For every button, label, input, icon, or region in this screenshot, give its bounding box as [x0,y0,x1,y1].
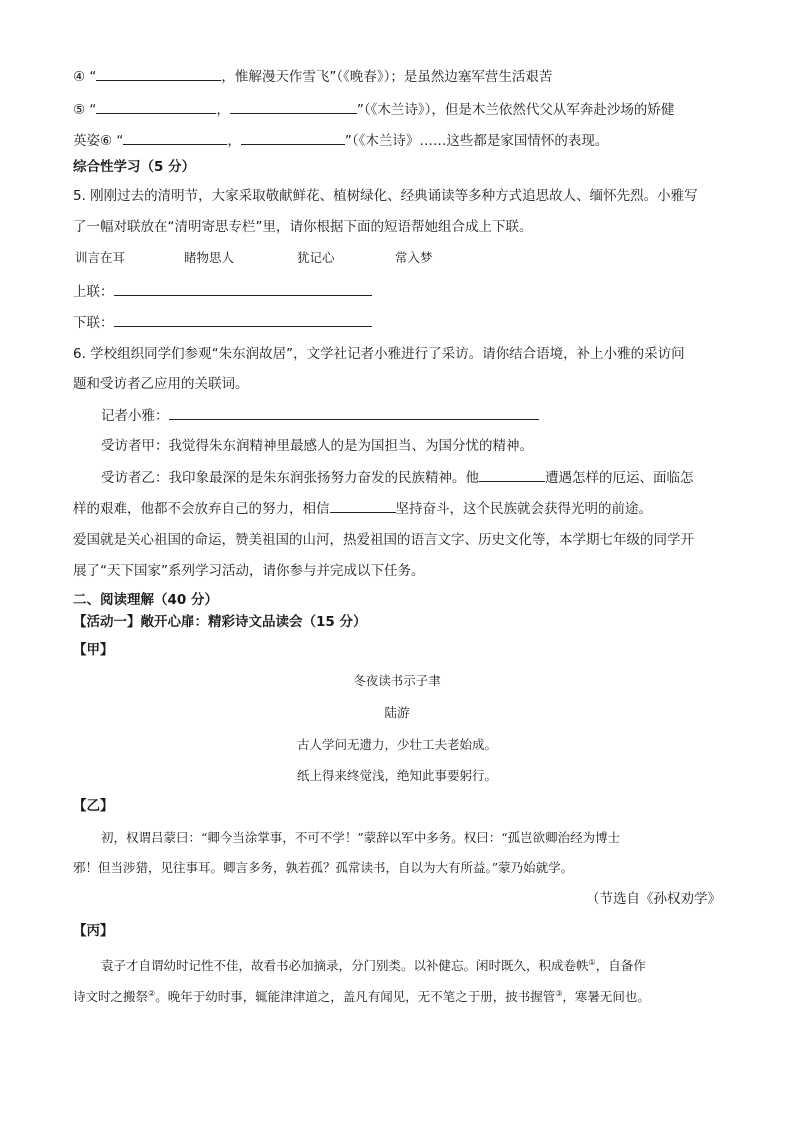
footnote-marker: ② [148,989,156,998]
passage-label-bing: 【丙】 [73,923,114,939]
phrase-1: 训言在耳 [75,250,126,265]
passage-label-yi: 【乙】 [73,798,114,814]
intro-line-2: 展了“天下国家”系列学习活动，请你参与并完成以下任务。 [73,563,425,579]
connective-blank-2[interactable] [330,498,396,513]
poem-title: 冬夜读书示子聿 [353,673,441,688]
q4-text: ”（《木兰诗》），但是木兰依然代父从军奔赴沙场的矫健 [356,102,675,118]
q6-text: 受访者乙：我印象最深的是朱东润张扬努力奋发的民族精神。他 [101,470,479,486]
q4-text: ， [227,133,241,149]
upper-label: 上联： [73,284,114,300]
poem-verse-2: 纸上得来终觉浅，绝知此事要躬行。 [296,768,497,783]
answer-blank[interactable] [230,99,357,114]
answer-blank[interactable] [96,99,216,114]
poem-verse-1: 古人学问无遗力，少壮工夫老始成。 [296,737,497,752]
interviewee-a: 受访者甲：我觉得朱东润精神里最感人的是为国担当、为国分忧的精神。 [101,438,533,454]
q4-text: ”（《木兰诗》……这些都是家国情怀的表现。 [344,133,609,149]
lower-answer-blank[interactable] [114,312,372,327]
answer-blank[interactable] [241,130,345,145]
bing-text: 。晚年于幼时事，辄能津津道之，盖凡有闻见，无不笔之于册，披书握管 [155,989,556,1005]
footnote-marker: ③ [555,989,563,998]
reporter-line [101,405,539,426]
intro-line-1: 爱国就是关心祖国的命运，赞美祖国的山河，热爱祖国的语言文字、历史文化等，本学期七年级的同学开 [73,532,694,548]
interviewee-b-line-1 [101,467,694,488]
connective-blank-1[interactable] [479,467,545,482]
bing-line-1 [101,953,646,976]
reporter-label: 记者小雅： [101,408,169,424]
q4-line-2 [73,99,674,120]
q4-text: ，惟解漫天作雪飞”（《晚春》）；是虽然边塞军营生活艰苦 [221,69,553,85]
bing-line-2 [73,984,650,1007]
q6-text: 样的艰难，他都不会放弃自己的努力，相信 [73,501,330,517]
yi-source: （节选自《孙权劝学》 [586,891,721,907]
q4-text: 英姿⑥ “ [73,133,124,149]
reporter-answer-blank[interactable] [169,405,539,420]
phrase-3: 犹记心 [297,250,335,265]
q4-line-1 [73,66,552,87]
bing-text: 诗文时之搬祭 [73,989,149,1005]
poem-author: 陆游 [384,705,410,720]
q6-text: 坚持奋斗，这个民族就会获得光明的前途。 [395,501,652,517]
q5-line-2: 了一幅对联放在“清明寄思专栏”里，请你根据下面的短语帮她组合成上下联。 [73,219,533,235]
footnote-marker: ① [588,958,596,967]
upper-answer-blank[interactable] [114,281,372,296]
q6-line-1: 6. 学校组织同学们参观“朱东润故居”，文学社记者小雅进行了采访。请你结合语境，补上小雅的采访问 [73,346,685,362]
section-heading: 综合性学习（5 分） [73,159,196,175]
section-heading: 二、阅读理解（40 分） [73,592,218,608]
q4-text: ， [216,102,230,118]
interviewee-b-line-2 [73,498,652,519]
q6-text: 遭遇怎样的厄运、面临怎 [545,470,694,486]
bing-text: 袁子才自谓幼时记性不佳，故看书必加摘录，分门别类。以补健忘。闲时既久，积成卷帙 [101,958,589,974]
phrase-2: 睹物思人 [184,250,235,265]
yi-line-2: 邪！但当涉猎，见往事耳。卿言多务，孰若孤？孤常读书，自以为大有所益。”蒙乃始就学。 [73,860,574,875]
q4-text: ④ “ [73,69,97,85]
lower-label: 下联： [73,315,114,331]
answer-blank[interactable] [123,130,227,145]
passage-label-jia: 【甲】 [73,642,114,658]
activity-heading: 【活动一】敞开心扉：精彩诗文品读会（15 分） [73,614,367,630]
q4-text: ⑤ “ [73,102,97,118]
q4-line-3 [73,130,608,151]
answer-blank[interactable] [96,66,221,81]
phrase-4: 常入梦 [395,250,433,265]
bing-text: ，自备作 [595,958,646,974]
bing-text: ，寒暑无间也。 [562,989,650,1005]
yi-line-1: 初，权谓吕蒙曰：“卿今当涂掌事，不可不学！”蒙辞以军中多务。权曰：“孤岂欲卿治经为博士 [101,830,621,845]
upper-couplet [73,281,372,302]
lower-couplet [73,312,372,333]
q6-line-2: 题和受访者乙应用的关联词。 [73,376,249,392]
q5-line-1: 5. 刚刚过去的清明节，大家采取敬献鲜花、植树绿化、经典诵读等多种方式追思故人、缅怀先烈。小雅写 [73,188,698,204]
